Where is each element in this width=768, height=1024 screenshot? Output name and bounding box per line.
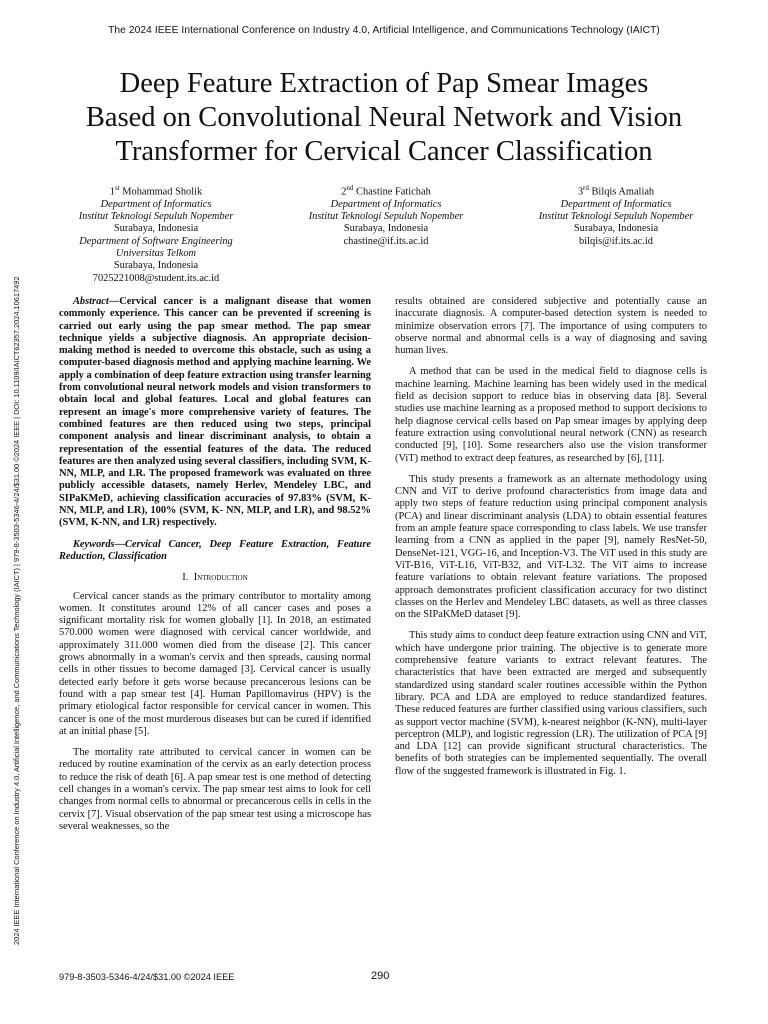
paragraph: Cervical cancer stands as the primary contributor to mortality among women. It constitutes around 12% of all cancer cases and poses a significant mortality risk for women globally [1]. In 2018, an estimated 570.000 women were diagnosed with cervical cancer worldwide, and approximately 311.000 women died from the disease [2]. This cancer grows abnormally in a woman's cervix and then spreads, causing normal cells in other tissues to become damaged [3]. Cervical cancer is usually detected early before it gets worse because precancerous lesions can be found with a pap smear test [4]. Human Papillomavirus (HPV) is the primary etiological factor responsible for cervical cancer in women. This cancer is one of the most murderous diseases but can be cured if identified at an initial phase [5]. bbox=[59, 590, 371, 737]
paper-title bbox=[40, 67, 728, 169]
author-2-affiliation: Institut Teknologi Sepuluh Nopember bbox=[308, 211, 464, 223]
author-1-affiliation: Department of Informatics bbox=[100, 198, 212, 210]
author-3-city: Surabaya, Indonesia bbox=[573, 223, 659, 235]
paragraph: This study presents a framework as an alternate methodology using CNN and ViT to derive profound characteristics from image data and apply two steps of feature reduction using principal component analysis (PCA) and linear discriminant analysis (LDA) to obtain essential features from an ample feature space corresponding to class labels. We use transfer learning from a CNN as applied in the paper [9], namely ResNet-50, DenseNet-121, VGG-16, and Inception-V3. The ViT used in this study are ViT-B16, ViT-L16, ViT-B32, and ViT-L32. The ViT aims to increase feature variations to obtain relevant feature variations. The proposed approach demonstrates proficient classification accuracy for two distinct classes on the Herlev and Mendeley LBC datasets, as well as three classes on the SIPaKMeD dataset [9]. bbox=[395, 473, 707, 621]
author-2-city: Surabaya, Indonesia bbox=[343, 223, 429, 235]
author-block bbox=[56, 182, 716, 285]
title-line-1: Deep Feature Extraction of Pap Smear Images bbox=[119, 68, 649, 99]
author-3-name: Bilqis Amaliah bbox=[591, 186, 655, 198]
author-1-affiliation: Institut Teknologi Sepuluh Nopember bbox=[78, 211, 234, 223]
sidebar-doi-text: 2024 IEEE International Conference on Industry 4.0, Artificial Intelligence, and Communications Technology (IAICT) | 979-8-3503-5346-4/24/$31.00 ©2024 IEEE | DOI: 10.1109/IAICT62357.2024.10617492 bbox=[12, 276, 21, 945]
abstract-label: Abstract bbox=[73, 296, 109, 307]
section-heading-introduction bbox=[59, 572, 371, 584]
keywords: Keywords—Cervical Cancer, Deep Feature Extraction, Feature Reduction, Classification bbox=[59, 538, 371, 562]
author-1-affiliation: Department of Software Engineering bbox=[79, 235, 233, 247]
title-line-2: Based on Convolutional Neural Network and Vision bbox=[85, 102, 683, 133]
footer-isbn: 979-8-3503-5346-4/24/$31.00 ©2024 IEEE bbox=[59, 972, 235, 982]
left-column bbox=[59, 296, 371, 842]
abstract bbox=[59, 296, 371, 530]
author-2 bbox=[286, 182, 486, 285]
author-2-email: chastine@if.its.ac.id bbox=[343, 235, 429, 247]
section-title: Introduction bbox=[193, 572, 248, 584]
author-2-name-line: 2nd Chastine Fatichah bbox=[341, 184, 431, 198]
conference-header: The 2024 IEEE International Conference on Industry 4.0, Artificial Intelligence, and Communications Technology (IAICT) bbox=[108, 25, 660, 36]
author-1 bbox=[56, 182, 256, 285]
author-3-email: bilqis@if.its.ac.id bbox=[579, 235, 653, 247]
sidebar-doi-strip bbox=[12, 145, 24, 945]
author-1-affiliation: Universitas Telkom bbox=[115, 247, 197, 259]
paragraph: The mortality rate attributed to cervical cancer in women can be reduced by routine examination of the cervix as an early detection process to reduce the risk of death [6]. A pap smear test is one method of detecting cell changes in a woman's cervix. The pap smear test aims to look for cell changes from normal cells to abnormal or precancerous cells in cells in the cervix [7]. Visual observation of the pap smear test using a microscope has several weaknesses, so the bbox=[59, 747, 371, 832]
author-2-affiliation: Department of Informatics bbox=[330, 198, 442, 210]
author-3 bbox=[516, 182, 716, 285]
title-line-3: Transformer for Cervical Cancer Classification bbox=[115, 136, 653, 167]
right-column bbox=[395, 296, 707, 787]
author-2-name: Chastine Fatichah bbox=[356, 186, 431, 198]
author-1-name-line: 1st Mohammad Sholik bbox=[109, 184, 203, 198]
author-3-affiliation: Department of Informatics bbox=[560, 198, 672, 210]
abstract-text: —Cervical cancer is a malignant disease that women commonly experience. This cancer can be prevented if screening is carried out early using the pap smear method. The pap smear technique yields a subjective diagnosis. An appropriate decision-making method is needed to overcome this obstacle, such as using a computer-based diagnosis method and applying machine learning. We apply a combination of deep feature extraction using transfer learning from convolutional neural network models and vision transformers to obtain local and global features. Local and global features can represent an image's more comprehensive variety of features. The combined features are then reduced using two steps, principal component analysis and linear discriminant analysis, to obtain a representation of the essential features of the data. The reduced features are then analyzed using several classifiers, including SVM, K-NN, MLP, and LR. The proposed framework was evaluated on three publicly accessible datasets, namely Herlev, Mendeley LBC, and SIPaKMeD, achieving classification accuracies of 97.83% (SVM, K-NN, MLP, and LR), 100% (SVM, K- NN, MLP, and LR), and 98.52% (SVM, K-NN, and LR) respectively. bbox=[59, 296, 371, 529]
paragraph: This study aims to conduct deep feature extraction using CNN and ViT, which have undergone prior training. The objective is to generate more comprehensive feature variants to extract relevant features. The characteristics that have been extracted are merged and subsequently standardized using standard scaler routines accessible within the Python library. PCA and LDA are employed to reduce standardized features. These reduced features are further classified using various classifiers, such as support vector machine (SVM), k-nearest neighbor (K-NN), multi-layer perceptron (MLP), and logistic regression (LR). The utilization of PCA [9] and LDA [12] can provide significant structural characteristics. The benefits of both strategies can be implemented sequentially. The overall flow of the suggested framework is illustrated in Fig. 1. bbox=[395, 630, 707, 777]
page-number: 290 bbox=[371, 970, 390, 982]
paragraph: results obtained are considered subjective and potentially cause an inaccurate diagnosis. A computer-based detection system is needed to minimize observation errors [7]. The importance of using computers to observe normal and abnormal cells is a way of diagnosing and saving human lives. bbox=[395, 296, 707, 357]
author-1-name: Mohammad Sholik bbox=[122, 186, 203, 198]
section-number: I. bbox=[182, 572, 189, 584]
author-1-city: Surabaya, Indonesia bbox=[113, 223, 199, 235]
paragraph: A method that can be used in the medical field to diagnose cells is machine learning. Machine learning has been widely used in the medical field as decision support to reduce bias in observing data [8]. Several studies use machine learning as a proposed method to support decisions to help diagnose cervical cells based on Pap smear images by applying deep feature extraction using convolutional neural network (CNN) as research conducted [9], [10]. Some researchers also use the vision transformer (ViT) method to extract deep features, as researched by [6], [11]. bbox=[395, 366, 707, 464]
author-1-city: Surabaya, Indonesia bbox=[113, 260, 199, 272]
author-3-affiliation: Institut Teknologi Sepuluh Nopember bbox=[538, 211, 694, 223]
author-1-email: 7025221008@student.its.ac.id bbox=[92, 272, 220, 284]
author-3-name-line: 3rd Bilqis Amaliah bbox=[577, 184, 655, 198]
